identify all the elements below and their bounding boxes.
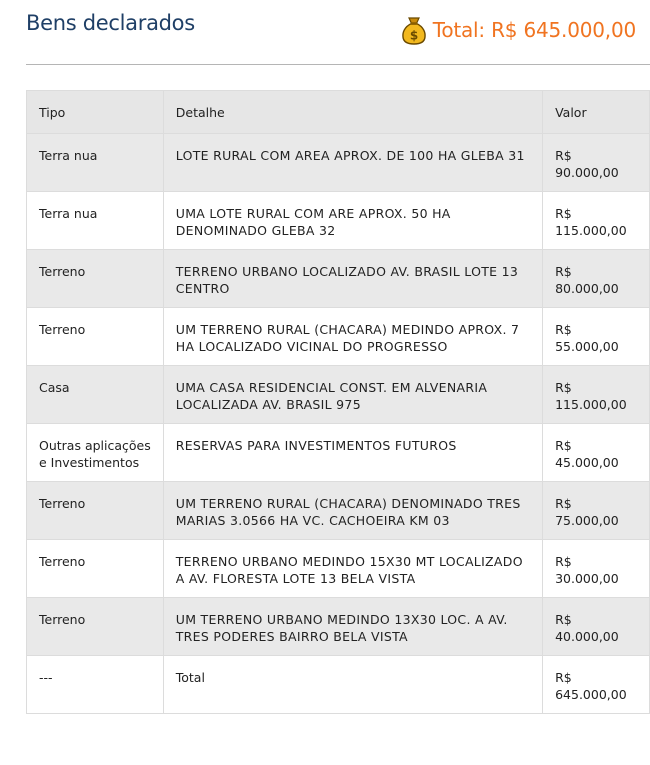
column-header-valor: Valor <box>543 91 650 134</box>
cell-valor: R$ 115.000,00 <box>543 366 650 424</box>
table-row <box>27 424 650 482</box>
cell-detalhe: TERRENO URBANO MEDINDO 15X30 MT LOCALIZADO A AV. FLORESTA LOTE 13 BELA VISTA <box>163 540 542 598</box>
table-row <box>27 250 650 308</box>
cell-detalhe: RESERVAS PARA INVESTIMENTOS FUTUROS <box>163 424 542 482</box>
cell-detalhe: LOTE RURAL COM AREA APROX. DE 100 HA GLEBA 31 <box>163 134 542 192</box>
cell-tipo: Outras aplicações e Investimentos <box>27 424 164 482</box>
svg-text:$: $ <box>409 28 418 43</box>
cell-tipo: Terra nua <box>27 134 164 192</box>
table-row <box>27 482 650 540</box>
table-total-row <box>27 656 650 714</box>
cell-detalhe: UM TERRENO RURAL (CHACARA) MEDINDO APROX. 7 HA LOCALIZADO VICINAL DO PROGRESSO <box>163 308 542 366</box>
cell-detalhe: UMA LOTE RURAL COM ARE APROX. 50 HA DENOMINADO GLEBA 32 <box>163 192 542 250</box>
page-title: Bens declarados <box>26 11 195 35</box>
column-header-detalhe: Detalhe <box>163 91 542 134</box>
table-row <box>27 192 650 250</box>
table-row <box>27 308 650 366</box>
cell-valor: R$ 115.000,00 <box>543 192 650 250</box>
cell-total-valor: R$ 645.000,00 <box>543 656 650 714</box>
cell-tipo: Terreno <box>27 308 164 366</box>
header <box>26 0 650 64</box>
total-summary <box>401 15 636 45</box>
cell-total-label: Total <box>163 656 542 714</box>
table-row <box>27 540 650 598</box>
cell-tipo: Terreno <box>27 598 164 656</box>
table-row <box>27 134 650 192</box>
cell-tipo: Terra nua <box>27 192 164 250</box>
cell-tipo: Terreno <box>27 250 164 308</box>
total-value: Total: R$ 645.000,00 <box>432 18 636 42</box>
cell-valor: R$ 90.000,00 <box>543 134 650 192</box>
cell-tipo: Terreno <box>27 540 164 598</box>
cell-valor: R$ 55.000,00 <box>543 308 650 366</box>
cell-tipo: Terreno <box>27 482 164 540</box>
table-row <box>27 366 650 424</box>
cell-tipo: --- <box>27 656 164 714</box>
table-header-row <box>27 91 650 134</box>
cell-detalhe: UM TERRENO URBANO MEDINDO 13X30 LOC. A AV. TRES PODERES BAIRRO BELA VISTA <box>163 598 542 656</box>
cell-valor: R$ 40.000,00 <box>543 598 650 656</box>
cell-valor: R$ 75.000,00 <box>543 482 650 540</box>
header-divider <box>26 64 650 65</box>
assets-table <box>26 90 650 714</box>
money-bag-icon <box>401 15 427 45</box>
cell-valor: R$ 80.000,00 <box>543 250 650 308</box>
cell-detalhe: UMA CASA RESIDENCIAL CONST. EM ALVENARIA LOCALIZADA AV. BRASIL 975 <box>163 366 542 424</box>
cell-tipo: Casa <box>27 366 164 424</box>
cell-detalhe: TERRENO URBANO LOCALIZADO AV. BRASIL LOTE 13 CENTRO <box>163 250 542 308</box>
table-row <box>27 598 650 656</box>
column-header-tipo: Tipo <box>27 91 164 134</box>
cell-detalhe: UM TERRENO RURAL (CHACARA) DENOMINADO TRES MARIAS 3.0566 HA VC. CACHOEIRA KM 03 <box>163 482 542 540</box>
cell-valor: R$ 30.000,00 <box>543 540 650 598</box>
cell-valor: R$ 45.000,00 <box>543 424 650 482</box>
